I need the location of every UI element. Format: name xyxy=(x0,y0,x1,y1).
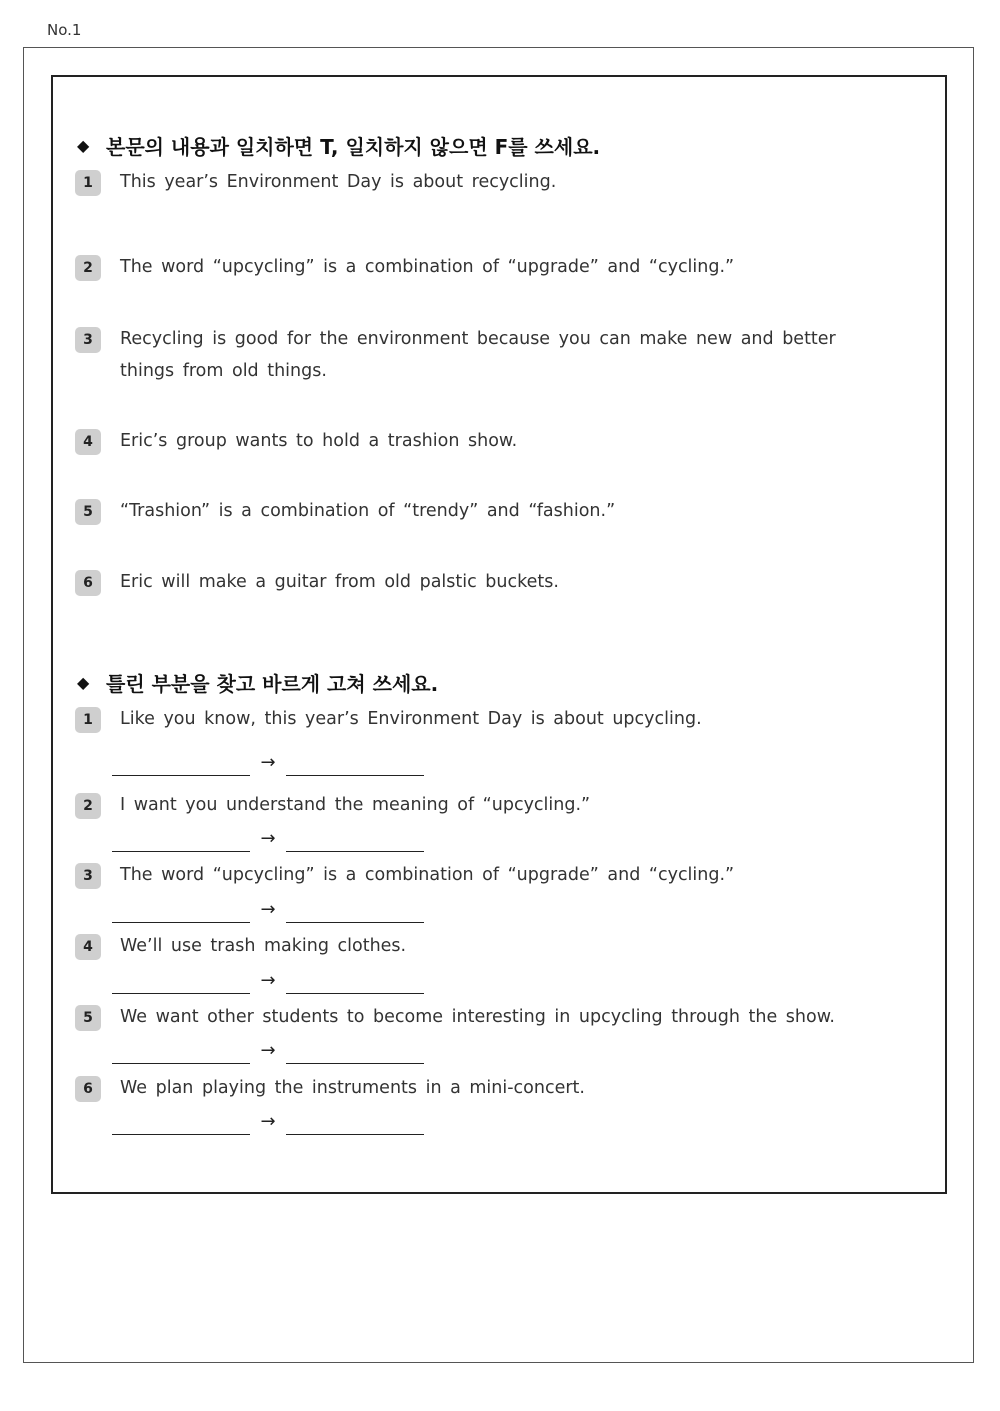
question-number-badge: 1 xyxy=(75,170,101,196)
answer-row-4 xyxy=(112,970,424,994)
tf-question-4 xyxy=(75,431,890,457)
diamond-bullet-icon: ◆ xyxy=(77,673,90,692)
question-text: Eric’s group wants to hold a trashion show. xyxy=(120,431,518,451)
fix-heading-text: 틀린 부분을 찾고 바르게 고쳐 쓰세요. xyxy=(106,672,439,696)
question-text: The word “upcycling” is a combination of “upgrade” and “cycling.” xyxy=(120,865,735,885)
wrong-part-blank[interactable] xyxy=(112,775,250,776)
question-number-badge: 3 xyxy=(75,327,101,353)
question-text: Like you know, this year’s Environment Day is about upcycling. xyxy=(120,709,702,729)
question-number-badge: 5 xyxy=(75,1005,101,1031)
arrow-icon: → xyxy=(260,899,276,920)
question-number-badge: 2 xyxy=(75,255,101,281)
correction-blank[interactable] xyxy=(286,1134,424,1135)
fix-section-heading xyxy=(77,668,438,697)
question-number-badge: 6 xyxy=(75,1076,101,1102)
answer-row-6 xyxy=(112,1111,424,1135)
question-text: Recycling is good for the environment because you can make new and better things from old things. xyxy=(120,329,836,381)
question-text: I want you understand the meaning of “upcycling.” xyxy=(120,795,591,815)
question-text: We want other students to become interesting in upcycling through the show. xyxy=(120,1007,835,1027)
question-number-badge: 3 xyxy=(75,863,101,889)
tf-heading-text: 본문의 내용과 일치하면 T, 일치하지 않으면 F를 쓰세요. xyxy=(106,135,601,159)
fix-question-2 xyxy=(75,795,890,821)
wrong-part-blank[interactable] xyxy=(112,1063,250,1064)
fix-question-1 xyxy=(75,709,890,735)
correction-blank[interactable] xyxy=(286,775,424,776)
page-number: No.1 xyxy=(47,21,82,39)
tf-question-6 xyxy=(75,572,890,598)
question-text: The word “upcycling” is a combination of “upgrade” and “cycling.” xyxy=(120,257,735,277)
question-text: We’ll use trash making clothes. xyxy=(120,936,407,956)
question-number-badge: 4 xyxy=(75,934,101,960)
arrow-icon: → xyxy=(260,1040,276,1061)
tf-question-5 xyxy=(75,501,890,527)
correction-blank[interactable] xyxy=(286,1063,424,1064)
wrong-part-blank[interactable] xyxy=(112,922,250,923)
correction-blank[interactable] xyxy=(286,851,424,852)
wrong-part-blank[interactable] xyxy=(112,1134,250,1135)
question-text: This year’s Environment Day is about recycling. xyxy=(120,172,557,192)
question-text: “Trashion” is a combination of “trendy” and “fashion.” xyxy=(120,501,616,521)
arrow-icon: → xyxy=(260,1111,276,1132)
fix-question-4 xyxy=(75,936,890,962)
question-number-badge: 4 xyxy=(75,429,101,455)
wrong-part-blank[interactable] xyxy=(112,993,250,994)
diamond-bullet-icon: ◆ xyxy=(77,136,90,155)
correction-blank[interactable] xyxy=(286,922,424,923)
tf-section-heading xyxy=(77,131,600,160)
arrow-icon: → xyxy=(260,752,276,773)
tf-question-1 xyxy=(75,172,890,198)
tf-question-2 xyxy=(75,257,890,283)
question-text: We plan playing the instruments in a mini-concert. xyxy=(120,1078,585,1098)
answer-row-5 xyxy=(112,1040,424,1064)
question-number-badge: 2 xyxy=(75,793,101,819)
tf-question-3 xyxy=(75,329,890,387)
answer-row-3 xyxy=(112,899,424,923)
wrong-part-blank[interactable] xyxy=(112,851,250,852)
question-text: Eric will make a guitar from old palstic buckets. xyxy=(120,572,559,592)
fix-question-6 xyxy=(75,1078,890,1104)
fix-question-3 xyxy=(75,865,890,891)
fix-question-5 xyxy=(75,1007,890,1033)
answer-row-2 xyxy=(112,828,424,852)
question-number-badge: 5 xyxy=(75,499,101,525)
question-number-badge: 1 xyxy=(75,707,101,733)
arrow-icon: → xyxy=(260,828,276,849)
answer-row-1 xyxy=(112,752,424,776)
question-number-badge: 6 xyxy=(75,570,101,596)
arrow-icon: → xyxy=(260,970,276,991)
correction-blank[interactable] xyxy=(286,993,424,994)
